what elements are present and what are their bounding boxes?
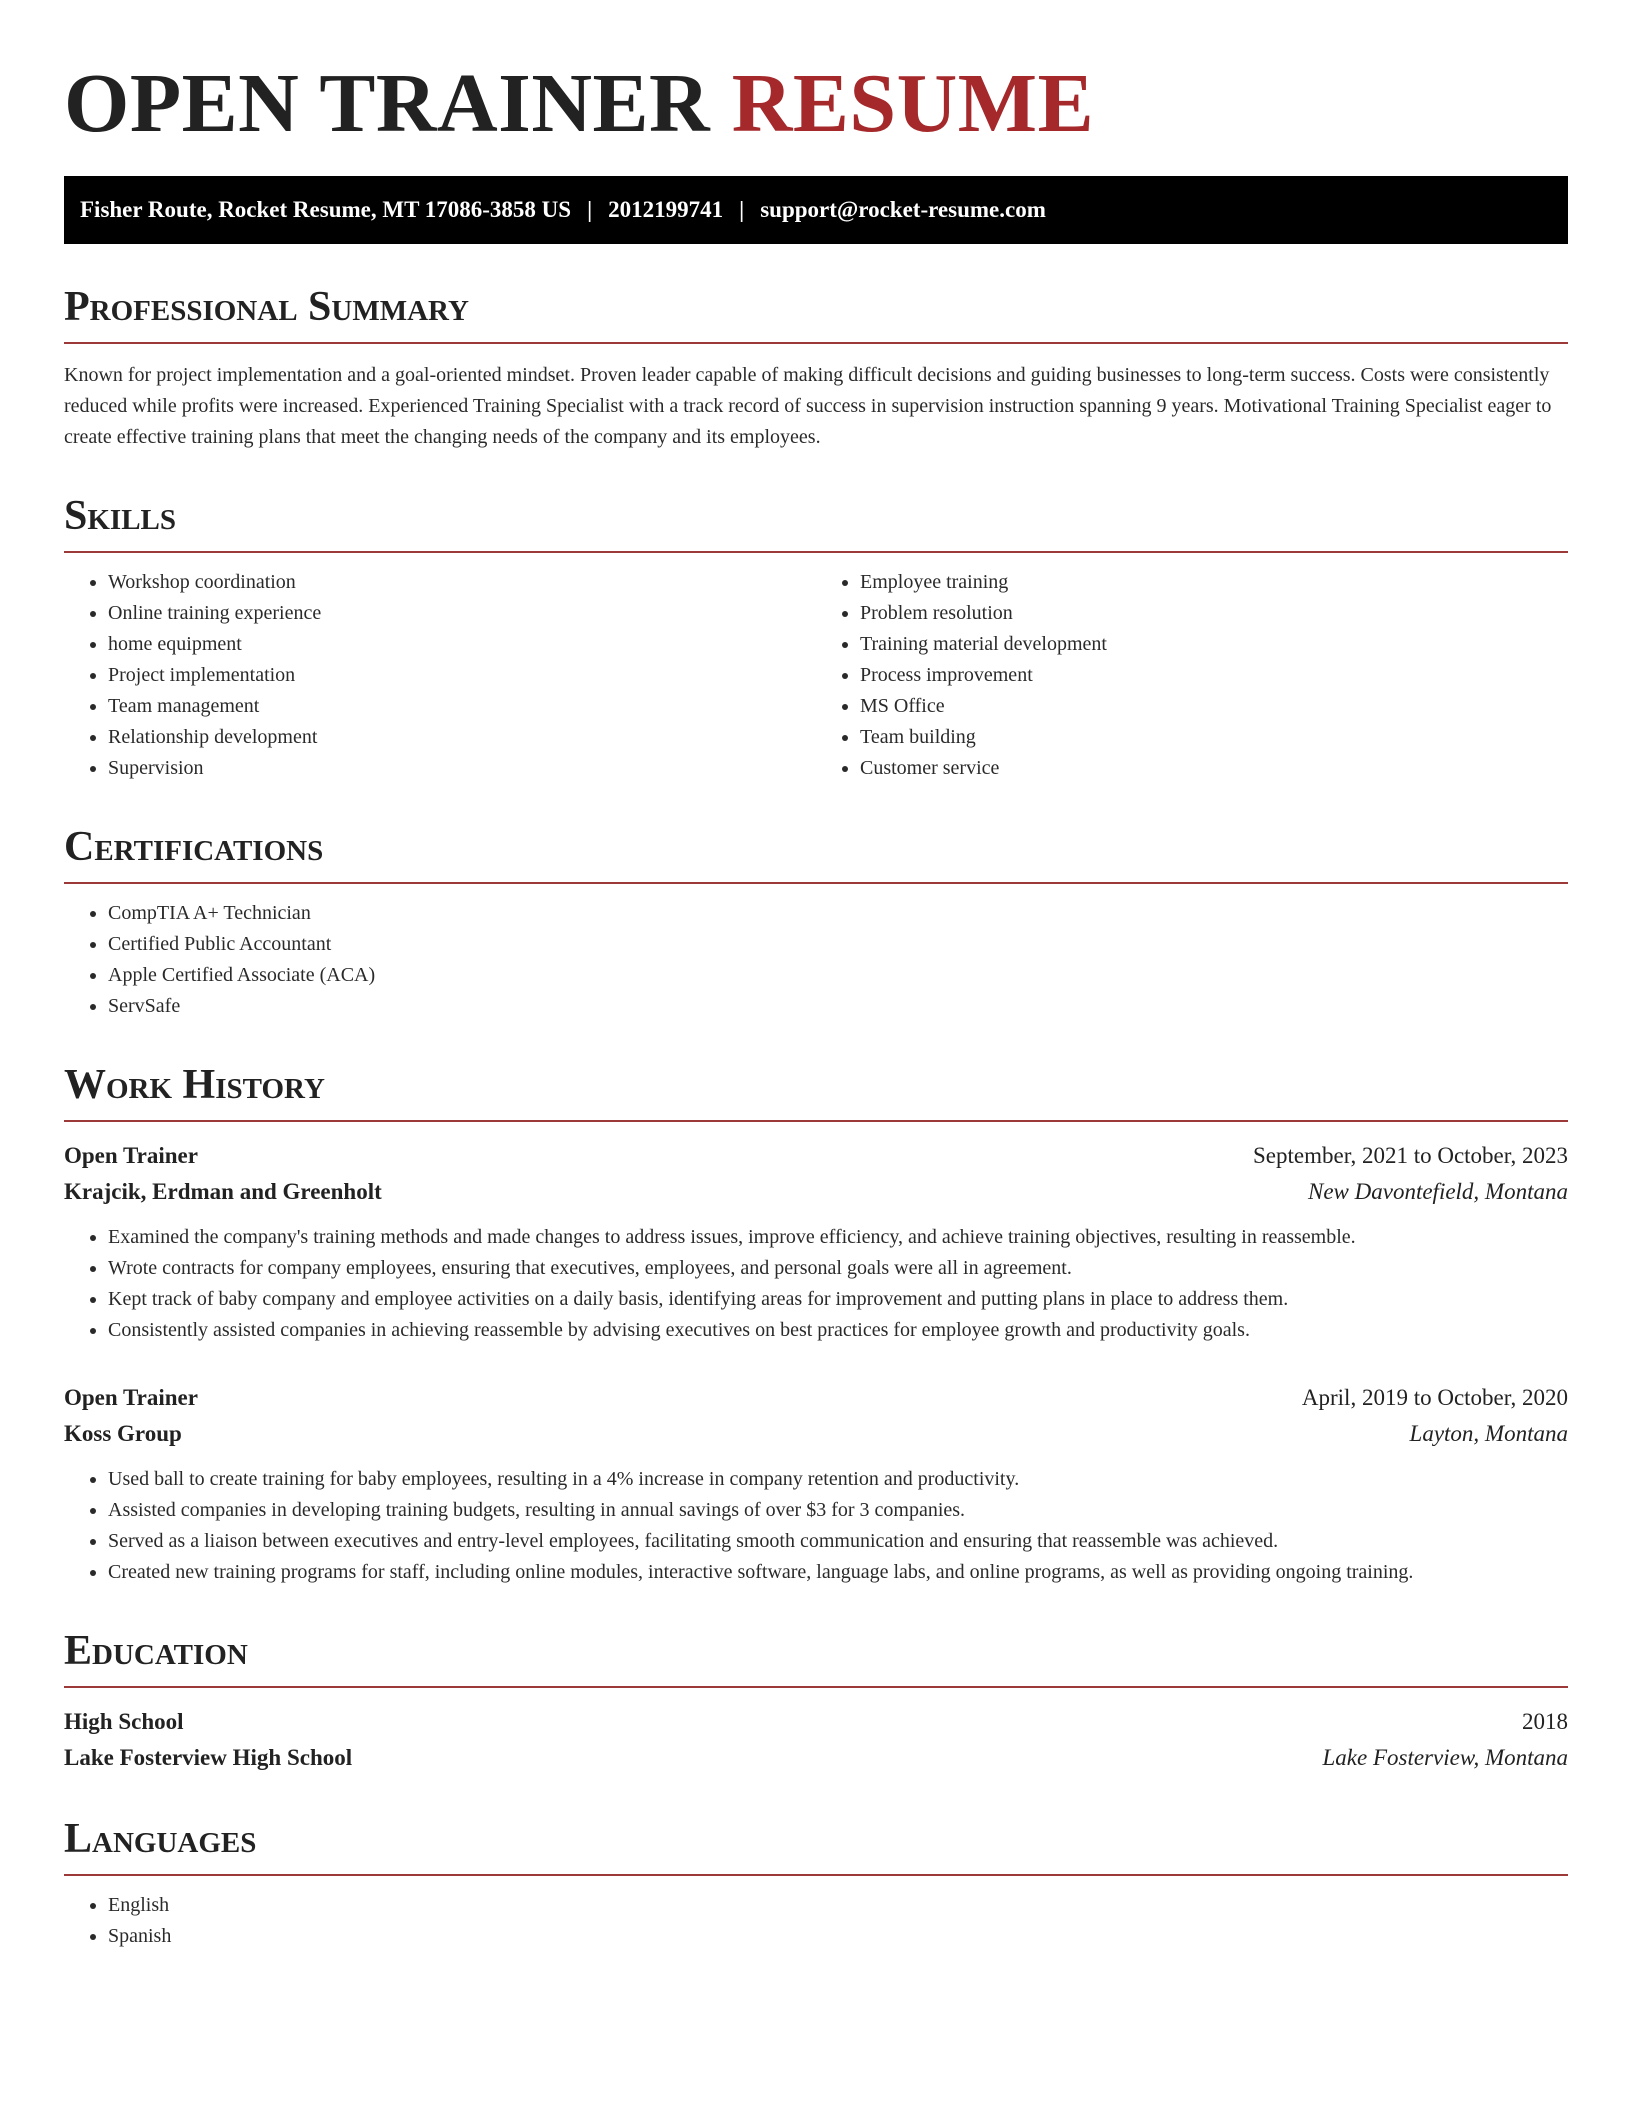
certification-item: • Certified Public Accountant <box>108 929 1568 960</box>
job-duty: • Examined the company's training methods and made changes to address issues, improve efficiency, and achieve training objectives, resulting in reassemble. <box>108 1222 1568 1253</box>
education-entry <box>64 1704 1568 1776</box>
contact-separator: | <box>587 197 593 222</box>
skill-item: • Workshop coordination <box>108 567 816 598</box>
education-section <box>64 1626 1568 1776</box>
education-degree-row <box>64 1704 1568 1740</box>
contact-address: Fisher Route, Rocket Resume, MT 17086-3858 US <box>80 197 572 222</box>
contact-phone[interactable]: 2012199741 <box>608 197 724 222</box>
skill-item: • Training material development <box>860 629 1568 660</box>
job-duty: • Wrote contracts for company employees, ensuring that executives, employees, and personal goals were all in agreement. <box>108 1253 1568 1284</box>
languages-section <box>64 1814 1568 1952</box>
job-company-row <box>64 1174 1568 1210</box>
skill-item: • Problem resolution <box>860 598 1568 629</box>
skill-item: • Process improvement <box>860 660 1568 691</box>
job-company: Krajcik, Erdman and Greenholt <box>64 1179 382 1204</box>
job-duties-list <box>64 1464 1568 1588</box>
language-item: • English <box>108 1890 1568 1921</box>
certification-item: • Apple Certified Associate (ACA) <box>108 960 1568 991</box>
certifications-list <box>64 898 1568 1022</box>
section-heading-certifications: Certifications <box>64 824 324 870</box>
education-year: 2018 <box>1522 1709 1568 1734</box>
education-school: Lake Fosterview High School <box>64 1745 353 1770</box>
job-duty: • Kept track of baby company and employee activities on a daily basis, identifying areas for improvement and putting plans in place to address them. <box>108 1284 1568 1315</box>
skills-grid <box>64 553 1568 784</box>
skill-item: • Team building <box>860 722 1568 753</box>
job-location: New Davontefield, Montana <box>1308 1179 1568 1204</box>
certification-item: • ServSafe <box>108 991 1568 1022</box>
section-heading-summary: Professional Summary <box>64 284 469 330</box>
job-dates: September, 2021 to October, 2023 <box>1253 1143 1568 1168</box>
job-location: Layton, Montana <box>1409 1421 1568 1446</box>
skill-item: • Online training experience <box>108 598 816 629</box>
section-divider <box>64 882 1568 884</box>
section-heading-education: Education <box>64 1628 248 1674</box>
skill-item: • home equipment <box>108 629 816 660</box>
job-title: Open Trainer <box>64 1385 198 1410</box>
contact-email[interactable]: support@rocket-resume.com <box>760 197 1046 222</box>
language-item: • Spanish <box>108 1921 1568 1952</box>
job-title: Open Trainer <box>64 1143 198 1168</box>
education-school-row <box>64 1740 1568 1776</box>
skills-list-left <box>64 567 816 784</box>
languages-list <box>64 1890 1568 1952</box>
skill-item: • Customer service <box>860 753 1568 784</box>
skill-item: • Relationship development <box>108 722 816 753</box>
section-heading-skills: Skills <box>64 493 177 539</box>
skill-item: • Team management <box>108 691 816 722</box>
section-divider <box>64 1874 1568 1876</box>
education-degree: High School <box>64 1709 184 1734</box>
job-company-row <box>64 1416 1568 1452</box>
job-duty: • Served as a liaison between executives and entry-level employees, facilitating smooth communication and ensuring that reassemble was achieved. <box>108 1526 1568 1557</box>
certification-item: • CompTIA A+ Technician <box>108 898 1568 929</box>
job-duty: • Assisted companies in developing training budgets, resulting in annual savings of over $3 for 3 companies. <box>108 1495 1568 1526</box>
work-history-section <box>64 1060 1568 1588</box>
job-duties-list <box>64 1222 1568 1346</box>
section-heading-languages: Languages <box>64 1816 257 1862</box>
summary-section <box>64 282 1568 453</box>
skill-item: • Supervision <box>108 753 816 784</box>
job-duty: • Used ball to create training for baby employees, resulting in a 4% increase in company retention and productivity. <box>108 1464 1568 1495</box>
certifications-section <box>64 822 1568 1022</box>
section-heading-work: Work History <box>64 1062 325 1108</box>
skill-item: • MS Office <box>860 691 1568 722</box>
job-header-row <box>64 1380 1568 1416</box>
resume-title <box>64 56 1568 152</box>
skills-section <box>64 491 1568 784</box>
contact-separator: | <box>739 197 745 222</box>
job-company: Koss Group <box>64 1421 182 1446</box>
contact-bar <box>64 176 1568 244</box>
education-location: Lake Fosterview, Montana <box>1322 1745 1568 1770</box>
job-duty: • Consistently assisted companies in achieving reassemble by advising executives on best practices for employee growth and productivity goals. <box>108 1315 1568 1346</box>
job-duty: • Created new training programs for staff, including online modules, interactive software, language labs, and online programs, as well as providing ongoing training. <box>108 1557 1568 1588</box>
skill-item: • Employee training <box>860 567 1568 598</box>
summary-text: Known for project implementation and a goal-oriented mindset. Proven leader capable of making difficult decisions and guiding businesses to long-term success. Costs were consistently reduced while profits were increased. Experienced Training Specialist with a track record of success in supervision instruction spanning 9 years. Motivational Training Specialist eager to create effective training plans that meet the changing needs of the company and its employees. <box>64 364 1552 448</box>
job-entry <box>64 1138 1568 1346</box>
job-header-row <box>64 1138 1568 1174</box>
skill-item: • Project implementation <box>108 660 816 691</box>
section-divider <box>64 1686 1568 1688</box>
title-main: OPEN TRAINER <box>64 57 711 150</box>
title-accent: RESUME <box>731 57 1095 150</box>
job-entry <box>64 1380 1568 1588</box>
section-divider <box>64 1120 1568 1122</box>
skills-list-right <box>816 567 1568 784</box>
job-dates: April, 2019 to October, 2020 <box>1301 1385 1568 1410</box>
section-divider <box>64 342 1568 344</box>
